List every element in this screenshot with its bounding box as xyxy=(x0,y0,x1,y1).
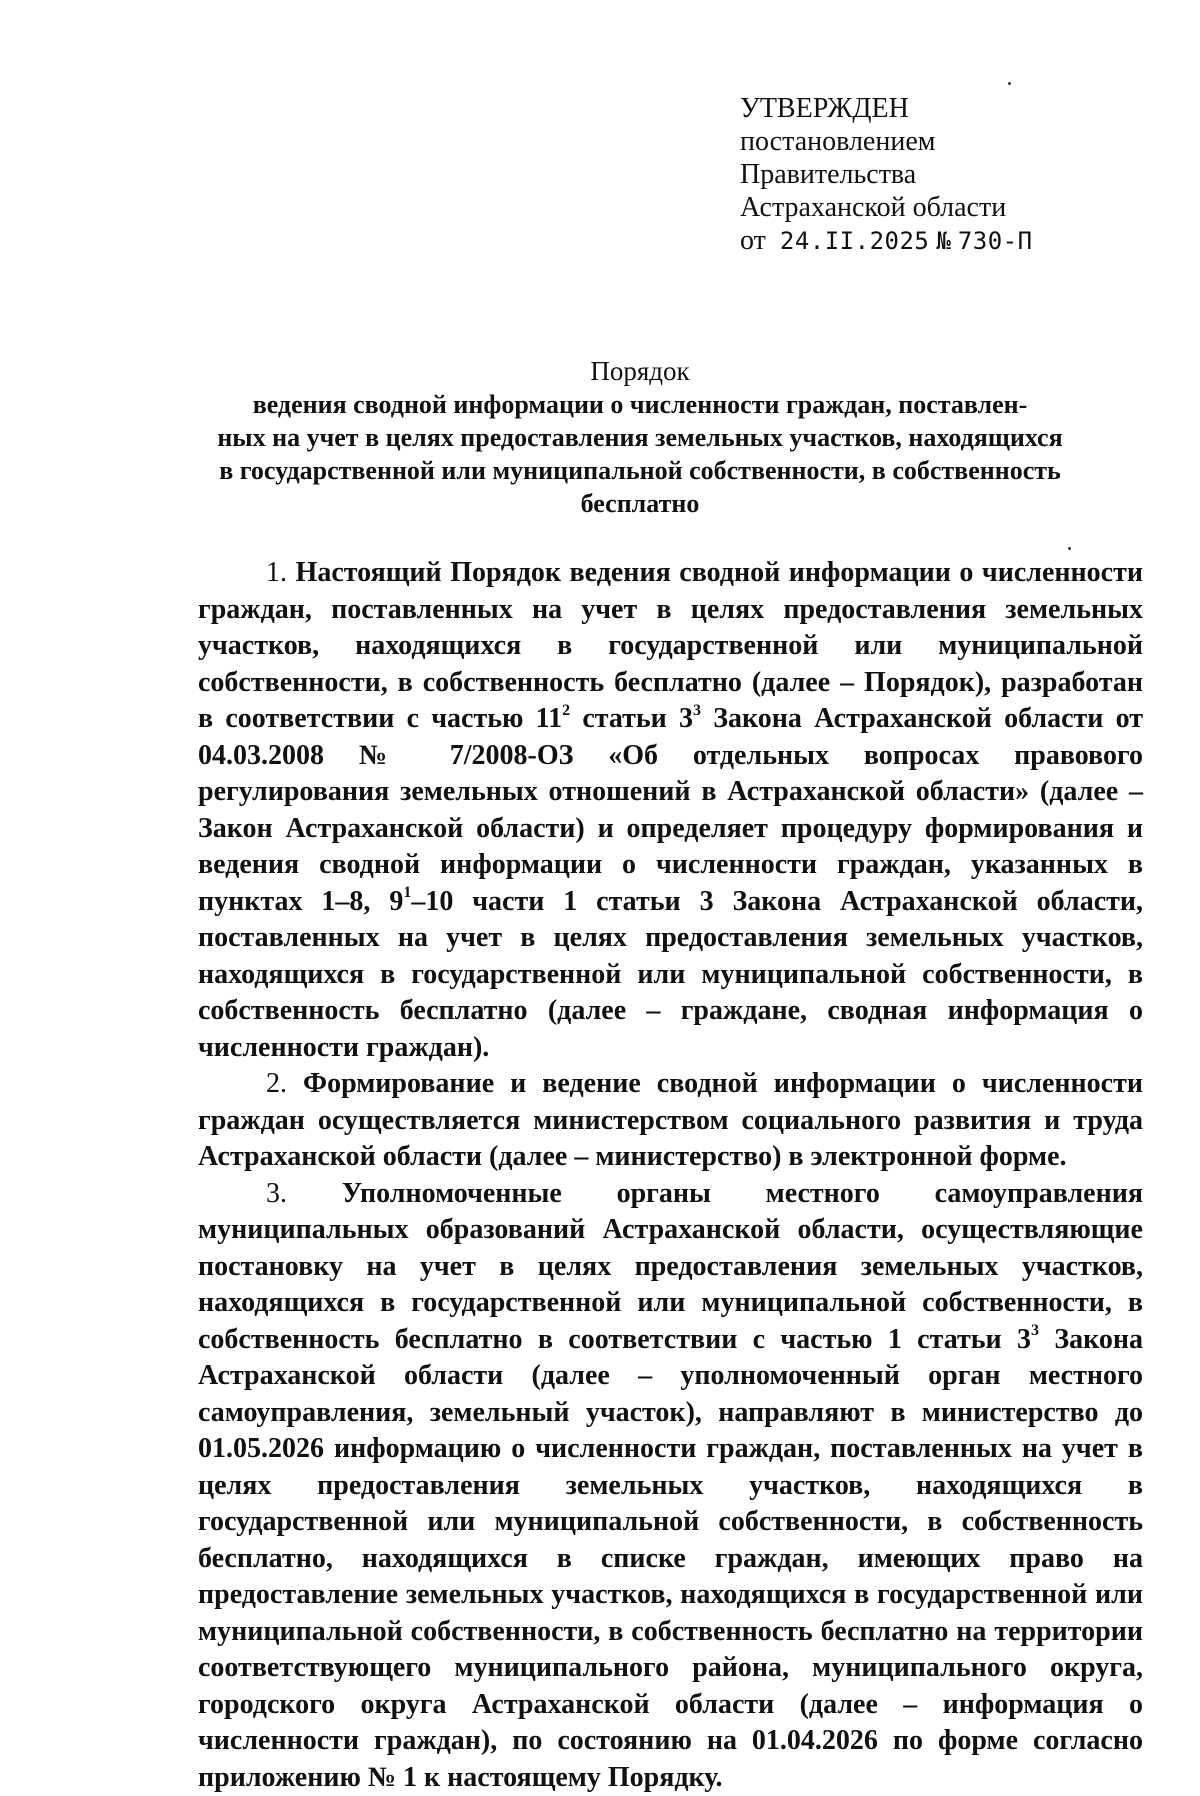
document-title xyxy=(200,355,1080,520)
paragraph-text: –10 части 1 статьи 3 Закона Астраханской области, поставленных на учет в целях предоставления земельных участков, находящихся в государственной или муниципальной собственности, в собственность бесплатно (далее – граждане, сводная информация о численности граждан). xyxy=(198,886,1143,1063)
superscript: 3 xyxy=(693,702,701,719)
approval-date-line xyxy=(740,224,1033,258)
approval-block xyxy=(740,92,1033,258)
title-subtitle: ведения сводной информации о численности граждан, поставлен- ных на учет в целях предоставления земельных участков, находящихся в государственной или муниципальной собственности, в собственность бесплатно xyxy=(200,388,1080,520)
paragraph-text: Настоящий Порядок ведения сводной информации о численности граждан, поставленных на учет в целях предоставления земельных участков, находящихся в государственной или муниципальной собственности, в собственность бесплатно (далее – Порядок), разработан в соответствии с частью 11 xyxy=(198,557,1143,734)
paragraph-1 xyxy=(198,555,1143,1066)
paragraph-number: 2. xyxy=(266,1068,287,1099)
superscript: 2 xyxy=(562,702,570,719)
paragraph-text: Формирование и ведение сводной информации о численности граждан осуществляется министерством социального развития и труда Астраханской области (далее – министерство) в электронной форме. xyxy=(198,1068,1143,1172)
approval-authority: Правительства xyxy=(740,158,1033,191)
paragraph-text: Уполномоченные органы местного самоуправления муниципальных образований Астраханской области, осуществляющие постановку на учет в целях предоставления земельных участков, находящихся в государственной или муниципальной собственности, в собственность бесплатно в соответствии с частью 1 статьи 3 xyxy=(198,1178,1143,1355)
paragraph-text: статьи 3 xyxy=(570,703,693,734)
superscript: 3 xyxy=(1031,1322,1039,1339)
approval-region: Астраханской области xyxy=(740,191,1033,224)
document-body xyxy=(198,555,1143,1796)
scan-speck xyxy=(1008,82,1011,85)
approval-number: 730-П xyxy=(958,227,1033,255)
date-prefix: от xyxy=(740,225,766,256)
approval-by: постановлением xyxy=(740,125,1033,158)
approval-status: УТВЕРЖДЕН xyxy=(740,92,1033,125)
paragraph-text: Закона Астраханской области (далее – уполномоченный орган местного самоуправления, земельный участок), направляют в министерство до 01.05.2026 информацию о численности граждан, поставленных на учет в целях предоставления земельных участков, находящихся в государственной или муниципальной собственности, в собственность бесплатно, находящихся в списке граждан, имеющих право на предоставление земельных участков, находящихся в государственной или муниципальной собственности, в собственность бесплатно на территории соответствующего муниципального района, муниципального округа, городского округа Астраханской области (далее – информация о численности граждан), по состоянию на 01.04.2026 по форме согласно приложению № 1 к настоящему Порядку. xyxy=(198,1324,1143,1793)
superscript: 1 xyxy=(403,884,411,901)
title-heading: Порядок xyxy=(200,355,1080,388)
scan-speck xyxy=(1068,547,1071,550)
approval-date: 24.II.2025 xyxy=(780,227,930,255)
paragraph-number: 1. xyxy=(266,557,287,588)
paragraph-number: 3. xyxy=(266,1178,287,1209)
paragraph-2 xyxy=(198,1066,1143,1176)
paragraph-3 xyxy=(198,1176,1143,1796)
number-sign: № xyxy=(936,227,950,255)
paragraph-text: Закона Астраханской области от 04.03.2008 № 7/2008-ОЗ «Об отдельных вопросах правового регулирования земельных отношений в Астраханской области» (далее – Закон Астраханской области) и определяет процедуру формирования и ведения сводной информации о численности граждан, указанных в пунктах 1–8, 9 xyxy=(198,703,1143,917)
